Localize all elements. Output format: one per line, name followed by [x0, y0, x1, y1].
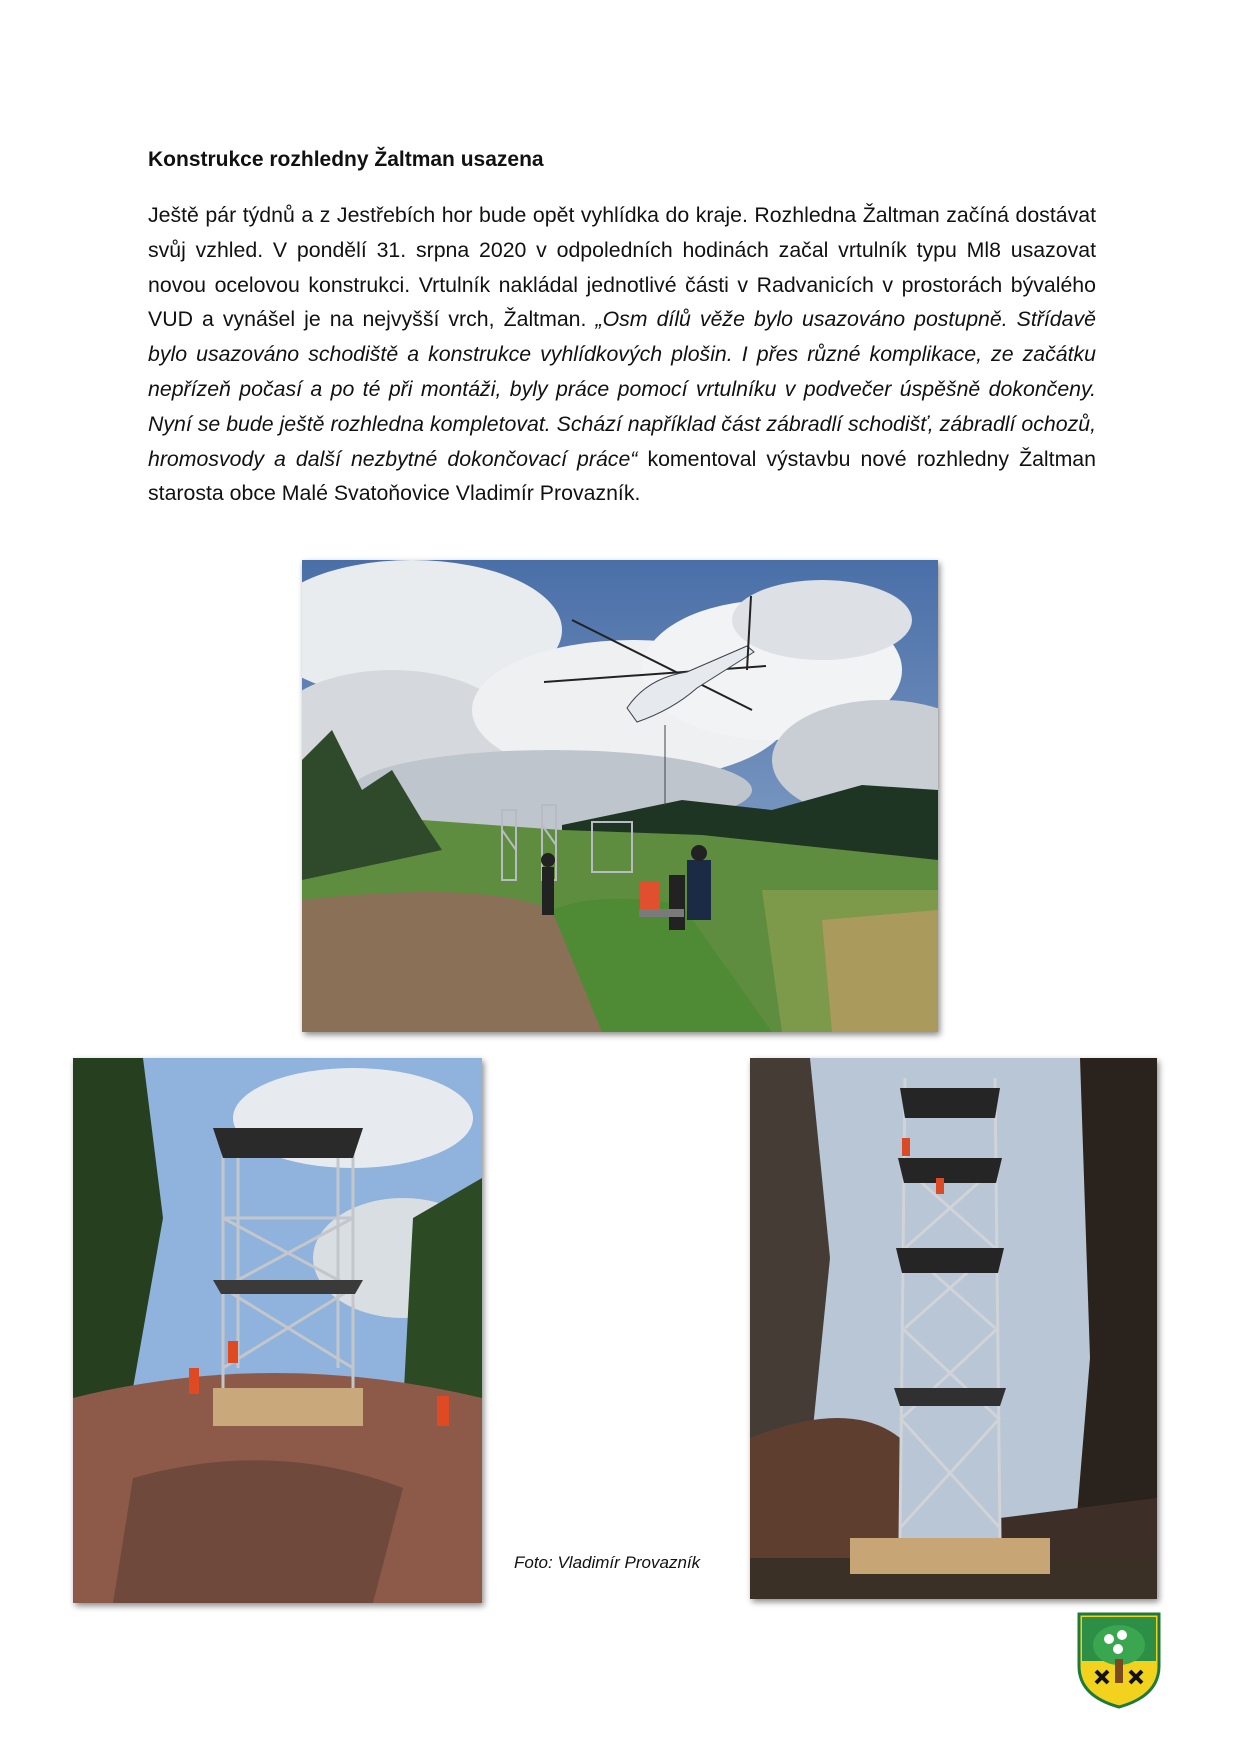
article-body-outro: komentoval výstavbu nové rozhledny Žaltman starosta obce Malé Svatoňovice Vladimír Provazník.	[148, 446, 1096, 506]
article-body-intro: Ještě pár týdnů a z Jestřebích hor bude opět vyhlídka do kraje. Rozhledna Žaltman začíná dostávat svůj vzhled. V pondělí 31. srpna 2020 v odpoledních hodinách začal vrtulník typu Ml8 usazovat novou ocelovou konstrukci. Vrtulník nakládal jednotlivé části v Radvanicích v prostorách bývalého VUD a vynášel je na nejvyšší vrch, Žaltman.	[148, 203, 1096, 332]
tower-photo-left	[73, 1058, 482, 1603]
article-title: Konstrukce rozhledny Žaltman usazena	[148, 148, 544, 171]
municipal-coat-of-arms	[1076, 1611, 1162, 1709]
article-body	[148, 198, 1096, 511]
photo-caption: Foto: Vladimír Provazník	[514, 1553, 701, 1572]
helicopter-photo	[302, 560, 938, 1032]
article-body-quote: „Osm dílů věže bylo usazováno postupně. Střídavě bylo usazováno schodiště a konstrukce vyhlídkových plošin. I přes různé komplikace, ze začátku nepřízeň počasí a po té při montáži, byly práce pomocí vrtulníku v podvečer úspěšně dokončeny. Nyní se bude ještě rozhledna kompletovat. Schází například část zábradlí schodišť, zábradlí ochozů, hromosvody a další nezbytné dokončovací práce“	[148, 307, 1096, 471]
tower-photo-right	[750, 1058, 1157, 1599]
